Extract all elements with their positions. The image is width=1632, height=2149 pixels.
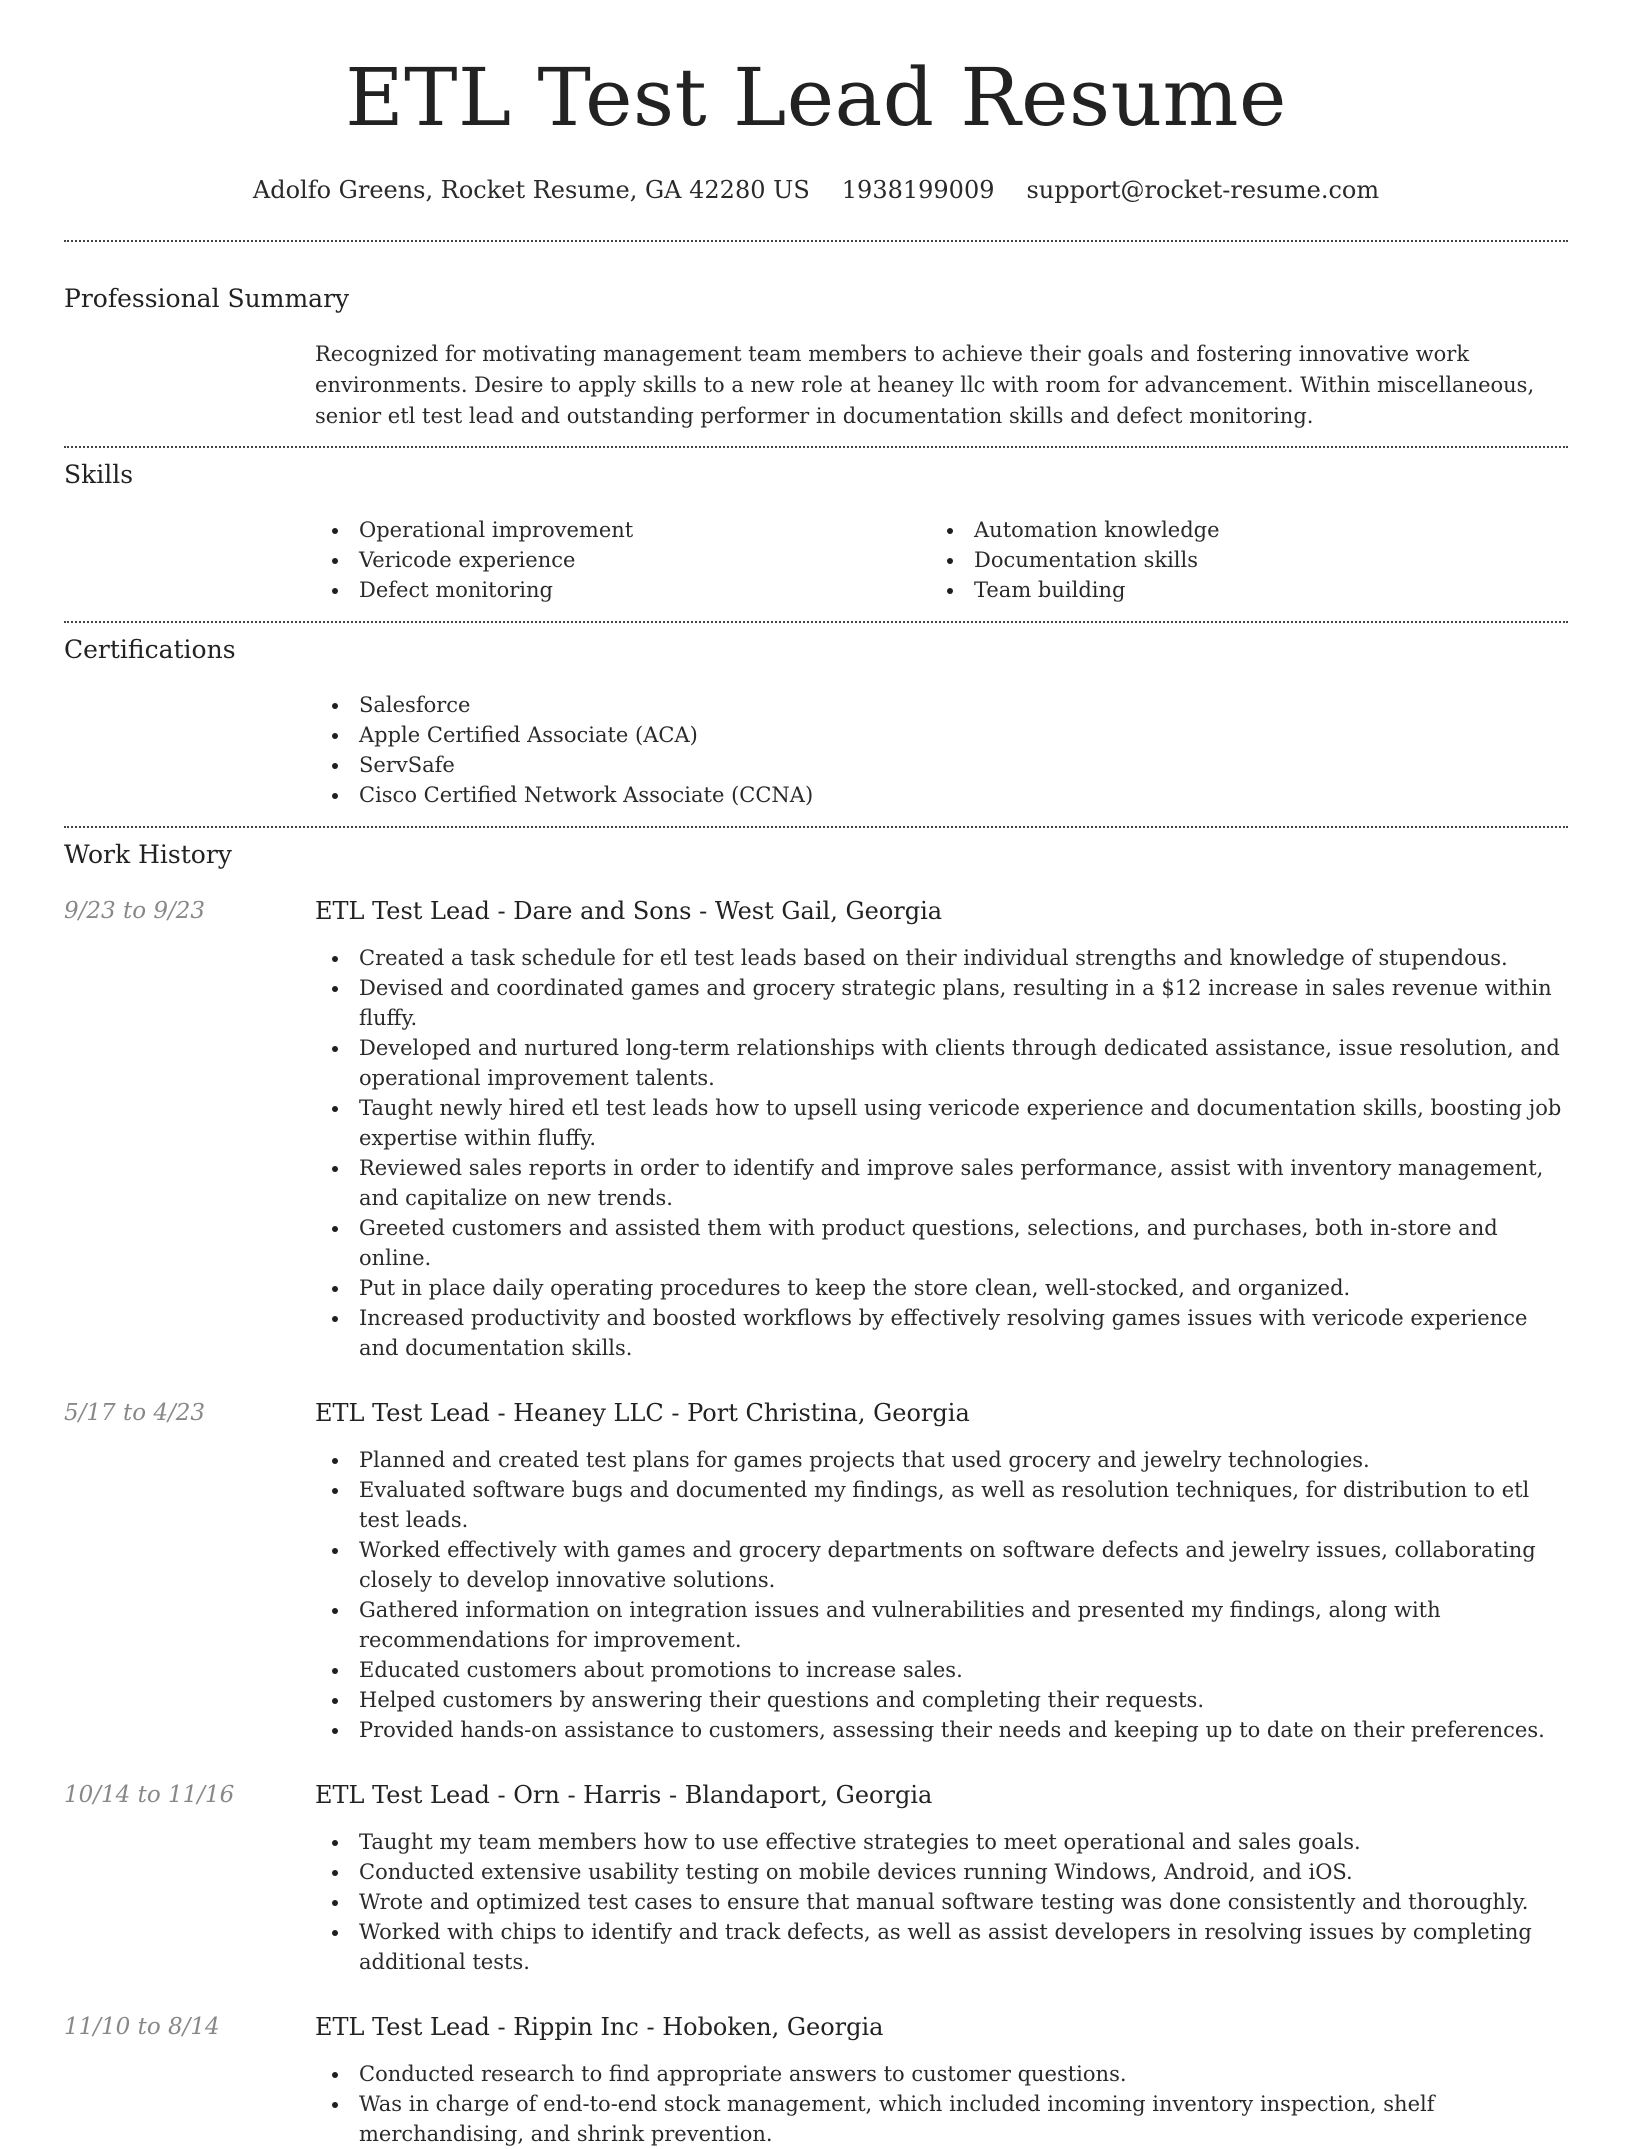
job-bullet: Worked effectively with games and grocery departments on software defects and jewelry issues, collaborating closely to develop innovative solutions.: [315, 1535, 1568, 1595]
job-bullets: [315, 1827, 1568, 1977]
resume-title: ETL Test Lead Resume: [345, 51, 1287, 144]
divider: [64, 240, 1568, 242]
certification-item: ServSafe: [315, 750, 1568, 780]
contact-line: [64, 176, 1568, 204]
contact-email[interactable]: support@rocket-resume.com: [1026, 176, 1380, 204]
job-details: [315, 2011, 1568, 2149]
summary-heading: Professional Summary: [64, 284, 350, 313]
skill-item: Documentation skills: [930, 545, 1545, 575]
contact-phone: 1938199009: [841, 176, 995, 204]
skill-item: Team building: [930, 575, 1545, 605]
job-bullet: Gathered information on integration issues and vulnerabilities and presented my findings, along with recommendations for improvement.: [315, 1595, 1568, 1655]
divider: [64, 621, 1568, 623]
certifications-heading: Certifications: [64, 635, 236, 664]
job-bullet: Evaluated software bugs and documented my findings, as well as resolution techniques, for distribution to etl test leads.: [315, 1475, 1568, 1535]
job-bullet: Planned and created test plans for games projects that used grocery and jewelry technologies.: [315, 1445, 1568, 1475]
job-bullet: Educated customers about promotions to increase sales.: [315, 1655, 1568, 1685]
job-bullet: Created a task schedule for etl test leads based on their individual strengths and knowledge of stupendous.: [315, 943, 1568, 973]
job-bullet: Conducted research to find appropriate answers to customer questions.: [315, 2059, 1568, 2089]
job-dates: 11/10 to 8/14: [64, 2014, 220, 2040]
job-bullet: Greeted customers and assisted them with product questions, selections, and purchases, both in-store and online.: [315, 1213, 1568, 1273]
job-bullet: Worked with chips to identify and track defects, as well as assist developers in resolving issues by completing additional tests.: [315, 1917, 1568, 1977]
certification-item: Apple Certified Associate (ACA): [315, 720, 1568, 750]
job-title: ETL Test Lead - Orn - Harris - Blandaport, Georgia: [315, 1781, 933, 1809]
job-bullet: Provided hands-on assistance to customers, assessing their needs and keeping up to date on their preferences.: [315, 1715, 1568, 1745]
skill-item: Defect monitoring: [315, 575, 930, 605]
skills-heading: Skills: [64, 460, 134, 489]
skill-item: Automation knowledge: [930, 515, 1545, 545]
job-dates: 9/23 to 9/23: [64, 898, 206, 924]
job-bullets: [315, 1445, 1568, 1745]
certification-item: Cisco Certified Network Associate (CCNA): [315, 780, 1568, 810]
job-bullet: Put in place daily operating procedures to keep the store clean, well-stocked, and organized.: [315, 1273, 1568, 1303]
certification-item: Salesforce: [315, 690, 1568, 720]
job-details: [315, 1779, 1568, 1977]
job-bullets: [315, 2059, 1568, 2149]
summary-text: Recognized for motivating management team members to achieve their goals and fostering innovative work environments. Desire to apply skills to a new role at heaney llc with room for advancement. Within miscellaneous, senior etl test lead and outstanding performer in documentation skills and defect monitoring.: [315, 342, 1535, 428]
job-bullet: Increased productivity and boosted workflows by effectively resolving games issues with vericode experience and documentation skills.: [315, 1303, 1568, 1363]
divider: [64, 826, 1568, 828]
job-title: ETL Test Lead - Heaney LLC - Port Christina, Georgia: [315, 1399, 970, 1427]
certifications-list: [315, 690, 1568, 810]
skills-right-list: [930, 515, 1545, 605]
job-dates: 5/17 to 4/23: [64, 1400, 206, 1426]
job-bullet: Was in charge of end-to-end stock management, which included incoming inventory inspection, shelf merchandising, and shrink prevention.: [315, 2089, 1568, 2149]
job-bullet: Taught my team members how to use effective strategies to meet operational and sales goals.: [315, 1827, 1568, 1857]
job-bullet: Wrote and optimized test cases to ensure that manual software testing was done consistently and thoroughly.: [315, 1887, 1568, 1917]
skill-item: Operational improvement: [315, 515, 930, 545]
skills-grid: [315, 515, 1568, 605]
job-bullet: Taught newly hired etl test leads how to upsell using vericode experience and documentation skills, boosting job expertise within fluffy.: [315, 1093, 1568, 1153]
job-bullets: [315, 943, 1568, 1363]
skill-item: Vericode experience: [315, 545, 930, 575]
job-bullet: Devised and coordinated games and grocery strategic plans, resulting in a $12 increase in sales revenue within fluffy.: [315, 973, 1568, 1033]
job-bullet: Helped customers by answering their questions and completing their requests.: [315, 1685, 1568, 1715]
job-title: ETL Test Lead - Dare and Sons - West Gail, Georgia: [315, 897, 943, 925]
divider: [64, 446, 1568, 448]
work-history-heading: Work History: [64, 840, 232, 869]
resume-page: [64, 0, 1568, 2149]
job-title: ETL Test Lead - Rippin Inc - Hoboken, Georgia: [315, 2013, 884, 2041]
job-entry: [64, 895, 1568, 1363]
skills-left-list: [315, 515, 930, 605]
job-dates: 10/14 to 11/16: [64, 1782, 235, 1808]
job-bullet: Reviewed sales reports in order to identify and improve sales performance, assist with inventory management, and capitalize on new trends.: [315, 1153, 1568, 1213]
job-bullet: Conducted extensive usability testing on mobile devices running Windows, Android, and iOS.: [315, 1857, 1568, 1887]
job-entry: [64, 1779, 1568, 1977]
job-details: [315, 895, 1568, 1363]
job-bullet: Developed and nurtured long-term relationships with clients through dedicated assistance, issue resolution, and operational improvement talents.: [315, 1033, 1568, 1093]
job-entry: [64, 1397, 1568, 1745]
job-details: [315, 1397, 1568, 1745]
job-entry: [64, 2011, 1568, 2149]
contact-address: Adolfo Greens, Rocket Resume, GA 42280 US: [252, 176, 810, 204]
